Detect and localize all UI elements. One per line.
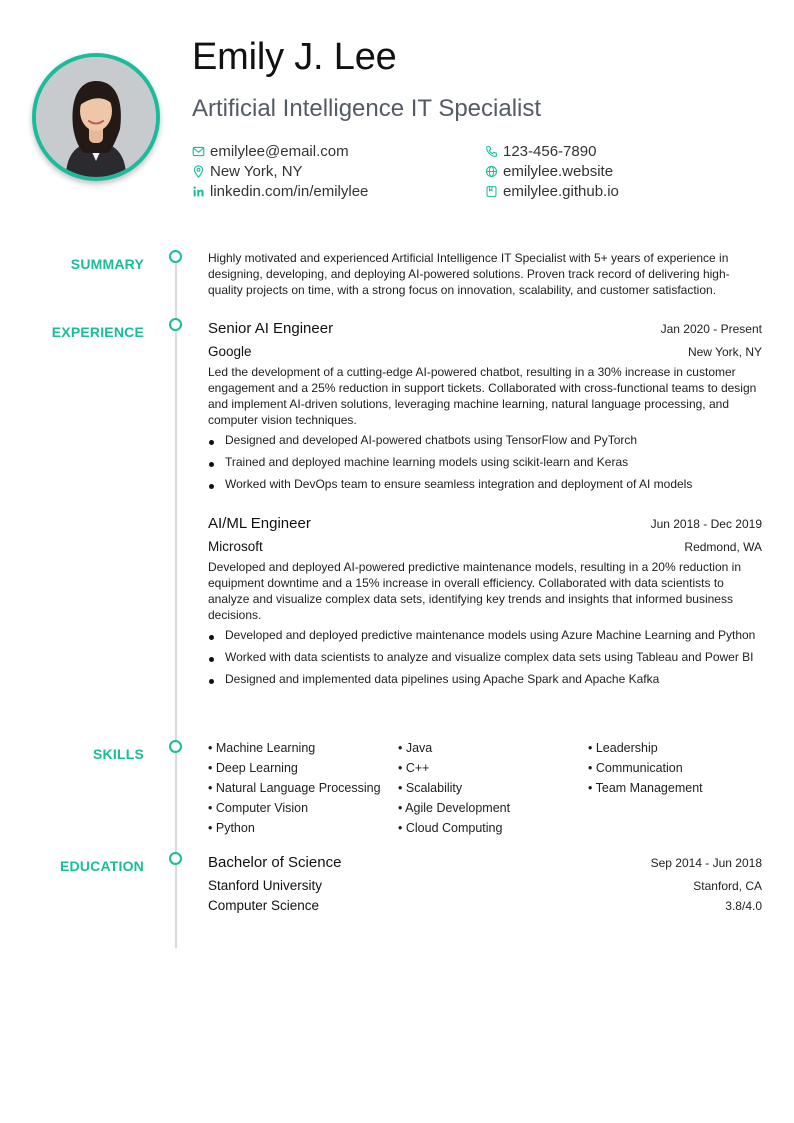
list-item: Trained and deployed machine learning models using scikit-learn and Keras: [208, 454, 762, 470]
skill-item: • Communication: [588, 758, 762, 778]
education-dates: Sep 2014 - Jun 2018: [650, 856, 762, 870]
contact-email-text: emilylee@email.com: [210, 143, 349, 160]
profile-photo: [36, 57, 156, 177]
company-name: Microsoft: [208, 539, 263, 554]
skill-item: • Java: [398, 738, 588, 758]
list-item: Developed and deployed predictive maintenance models using Azure Machine Learning and Python: [208, 627, 762, 643]
experience-item: [208, 515, 762, 693]
skill-item: • Python: [208, 818, 398, 838]
skills-column: [208, 738, 398, 838]
section-title-summary: SUMMARY: [70, 256, 144, 272]
contact-website[interactable]: [485, 163, 613, 180]
contact-linkedin[interactable]: [192, 183, 368, 200]
timeline-dot: [169, 318, 182, 331]
profile-photo-frame: [32, 53, 160, 181]
experience-item: [208, 320, 762, 498]
contact-github-text: emilylee.github.io: [503, 183, 619, 200]
skill-item: • C++: [398, 758, 588, 778]
contact-location: [192, 163, 303, 180]
skills-section: [208, 738, 762, 838]
timeline-line: [175, 262, 177, 948]
candidate-name: Emily J. Lee: [192, 36, 397, 78]
school-location: Stanford, CA: [693, 879, 762, 893]
skills-column: [398, 738, 588, 838]
linkedin-icon: [192, 185, 205, 198]
job-dates: Jan 2020 - Present: [660, 322, 762, 336]
contact-github[interactable]: [485, 183, 619, 200]
section-title-education: EDUCATION: [60, 858, 144, 874]
field-of-study: Computer Science: [208, 898, 320, 913]
job-dates: Jun 2018 - Dec 2019: [650, 517, 762, 531]
job-location: Redmond, WA: [684, 540, 762, 554]
skill-item: • Scalability: [398, 778, 588, 798]
list-item: Worked with DevOps team to ensure seamless integration and deployment of AI models: [208, 476, 762, 492]
job-description: Led the development of a cutting-edge AI-powered chatbot, resulting in a 30% increase in customer engagement and a 25% reduction in support tickets. Collaborated with cross-functional teams to design and implement AI-driven solutions, leveraging machine learning, natural language processing, and computer vision techniques.: [208, 365, 757, 427]
gpa: 3.8/4.0: [725, 899, 762, 913]
timeline-dot: [169, 740, 182, 753]
job-title: Senior AI Engineer: [208, 320, 334, 337]
skills-column: [588, 738, 762, 838]
phone-icon: [485, 145, 498, 158]
contact-location-text: New York, NY: [210, 163, 303, 180]
job-title: AI/ML Engineer: [208, 515, 311, 532]
globe-icon: [485, 165, 498, 178]
skill-item: • Agile Development: [398, 798, 588, 818]
candidate-role: Artificial Intelligence IT Specialist: [192, 95, 542, 122]
degree: Bachelor of Science: [208, 854, 342, 871]
skill-item: • Natural Language Processing: [208, 778, 398, 798]
summary-section: [208, 250, 762, 298]
contact-website-text: emilylee.website: [503, 163, 614, 180]
list-item: Worked with data scientists to analyze and visualize complex data sets using Tableau and Power BI: [208, 649, 762, 665]
section-title-experience: EXPERIENCE: [51, 324, 144, 340]
section-title-skills: SKILLS: [93, 746, 144, 762]
contact-email[interactable]: [192, 143, 349, 160]
mail-icon: [192, 145, 205, 158]
github-icon: [485, 185, 498, 198]
avatar: [36, 57, 156, 177]
skill-item: • Deep Learning: [208, 758, 398, 778]
contact-linkedin-text: linkedin.com/in/emilylee: [210, 183, 369, 200]
skill-item: • Machine Learning: [208, 738, 398, 758]
job-location: New York, NY: [687, 345, 762, 359]
job-description: Developed and deployed AI-powered predictive maintenance models, resulting in a 20% reduction in equipment downtime and a 15% increase in overall efficiency. Collaborated with data scientists to analyze and visualize complex data sets, identifying key trends and insights that informed business decisions.: [208, 560, 741, 622]
location-pin-icon: [192, 165, 205, 178]
contact-phone[interactable]: [485, 143, 596, 160]
list-item: Designed and developed AI-powered chatbots using TensorFlow and PyTorch: [208, 432, 762, 448]
skill-item: • Cloud Computing: [398, 818, 588, 838]
education-section: [208, 854, 762, 913]
skill-item: • Leadership: [588, 738, 762, 758]
contact-phone-text: 123-456-7890: [503, 143, 597, 160]
skill-item: • Team Management: [588, 778, 762, 798]
timeline-dot: [169, 250, 182, 263]
timeline-dot: [169, 852, 182, 865]
summary-text: Highly motivated and experienced Artificial Intelligence IT Specialist with 5+ years of experience in designing, developing, and deploying AI-powered solutions. Proven track record of delivering high-quality projects on time, with a strong focus on innovation, scalability, and customer satisfaction.: [208, 251, 730, 297]
list-item: Designed and implemented data pipelines using Apache Spark and Apache Kafka: [208, 671, 762, 687]
school-name: Stanford University: [208, 878, 323, 893]
company-name: Google: [208, 344, 252, 359]
skill-item: • Computer Vision: [208, 798, 398, 818]
